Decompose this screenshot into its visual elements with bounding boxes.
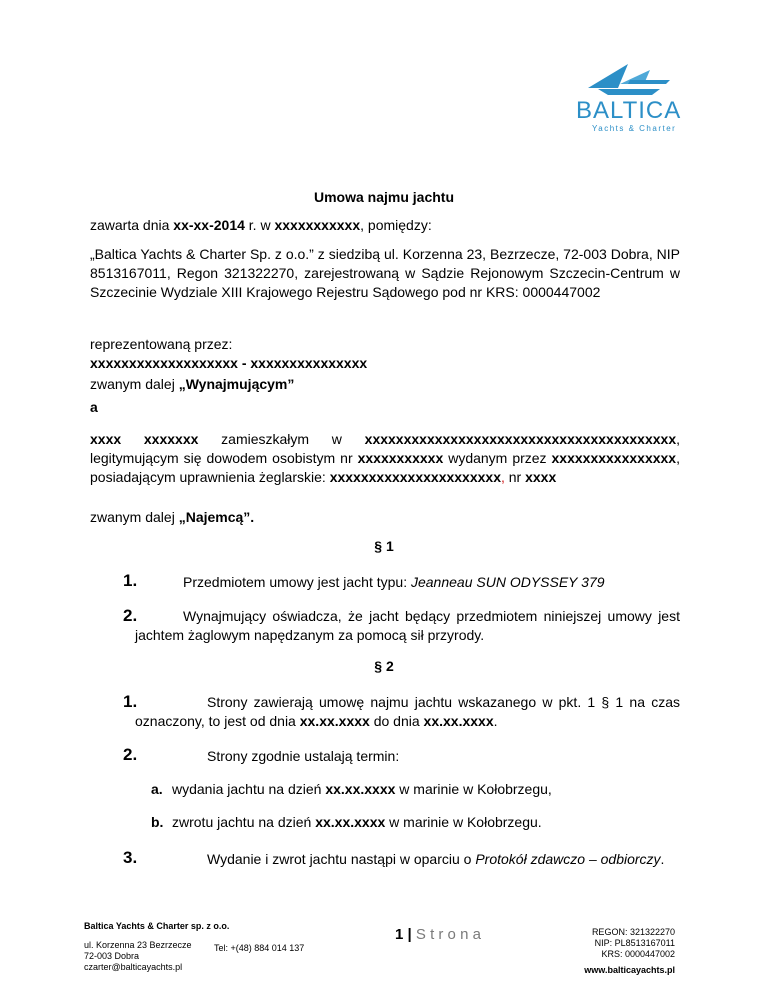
footer-phone: Tel: +(48) 884 014 137: [214, 943, 305, 953]
page-number: 1: [395, 926, 404, 943]
section-2-item-2b-label: b.: [151, 814, 164, 830]
section-2-item-1: Strony zawierają umowę najmu jachtu wskazanego w pkt. 1 § 1 na czas oznaczony, to jest od dnia xx.xx.xxxx do dnia xx.xx.xxxx.: [135, 694, 680, 729]
footer-address-line-1: ul. Korzenna 23 Bezrzecze: [84, 940, 192, 950]
tenant-called-line: zwanym dalej „Najemcą”.: [90, 509, 255, 525]
footer-krs: KRS: 0000447002: [601, 949, 675, 959]
section-2-item-3-number: 3.: [123, 848, 138, 867]
representation: [90, 335, 680, 373]
section-2-heading: § 2: [374, 658, 394, 674]
section-1-item-1-number: 1.: [123, 571, 138, 590]
tenant-role: „Najemcą”.: [178, 509, 255, 525]
section-2-item-2-number: 2.: [123, 745, 138, 764]
section-1-item-1: Przedmiotem umowy jest jacht typu: Jeanneau SUN ODYSSEY 379: [183, 574, 605, 590]
handover-date: xx.xx.xxxx: [325, 781, 396, 797]
logo-tagline: Yachts & Charter: [592, 124, 677, 133]
contract-date-line: zawarta dnia xx-xx-2014 r. w xxxxxxxxxxx, pomiędzy:: [90, 217, 432, 233]
yacht-type: Jeanneau SUN ODYSSEY 379: [410, 574, 605, 590]
and-conjunction: a: [90, 399, 98, 415]
section-1-item-2-number: 2.: [123, 606, 138, 625]
document-title: Umowa najmu jachtu: [313, 189, 455, 205]
company-paragraph: „Baltica Yachts & Charter Sp. z o.o.” z siedzibą ul. Korzenna 23, Bezrzecze, 72-003 Dobra, NIP 8513167011, Regon 321322270, zarejestrowaną w Sądzie Rejonowym Szczecin-Centrum w Szczecinie Wydziale XIII Krajowego Rejestru Sądowego pod nr KRS: 0000447002: [90, 246, 680, 300]
tenant-id-issuer: xxxxxxxxxxxxxxxx: [551, 450, 677, 466]
footer-registry: [560, 927, 675, 960]
return-date: xx.xx.xxxx: [315, 814, 386, 830]
tenant-license-nr: xxxx: [525, 469, 557, 485]
section-2-item-1-number: 1.: [123, 692, 138, 711]
tenant-paragraph: xxxx xxxxxxx zamieszkałym w xxxxxxxxxxxxxxxxxxxxxxxxxxxxxxxxxxxxxxxx, legitymującym się dowodem osobistym nr xxxxxxxxxxx wydanym przez xxxxxxxxxxxxxxxx, posiadającym uprawnienia żeglarskie: xxxxxxxxxxxxxxxxxxxxxx, nr xxxx: [90, 431, 680, 485]
contract-date: xx-xx-2014: [173, 217, 245, 233]
section-2-item-3: Wydanie i zwrot jachtu nastąpi w oparciu o Protokół zdawczo – odbiorczy.: [207, 851, 665, 867]
section-2-item-2a-label: a.: [151, 781, 163, 797]
tenant-address: xxxxxxxxxxxxxxxxxxxxxxxxxxxxxxxxxxxxxxxx: [364, 431, 677, 447]
footer-email: czarter@balticayachts.pl: [84, 962, 183, 972]
page-word: S t r o n a: [415, 926, 481, 943]
section-1-item-2: Wynajmujący oświadcza, że jacht będący przedmiotem niniejszej umowy jest jachtem żaglowym napędzanym za pomocą sił przyrody.: [135, 608, 680, 643]
rental-start-date: xx.xx.xxxx: [299, 713, 370, 729]
tenant-id: xxxxxxxxxxx: [357, 450, 444, 466]
tenant-license: xxxxxxxxxxxxxxxxxxxxxx: [329, 469, 501, 485]
footer-regon: REGON: 321322270: [591, 927, 675, 937]
footer-nip: NIP: PL8513167011: [594, 938, 675, 948]
logo-name: BALTICA: [576, 97, 682, 124]
section-1-heading: § 1: [374, 538, 394, 554]
contract-place: xxxxxxxxxxx: [274, 217, 361, 233]
section-2-item-2: Strony zgodnie ustalają termin:: [207, 748, 400, 764]
section-2-item-2b: zwrotu jachtu na dzień xx.xx.xxxx w marinie w Kołobrzegu.: [172, 814, 542, 830]
page-indicator: 1 | S t r o n a: [395, 926, 481, 943]
footer-company: Baltica Yachts & Charter sp. z o.o.: [84, 921, 230, 931]
company-logo: [570, 58, 680, 134]
footer-address-line-2: 72-003 Dobra: [84, 951, 140, 961]
section-2-item-2a: wydania jachtu na dzień xx.xx.xxxx w marinie w Kołobrzegu,: [172, 781, 552, 797]
tenant-name: xxxx xxxxxxx: [90, 431, 199, 447]
landlord-name: „Wynajmującym”: [178, 376, 295, 392]
protocol-name: Protokół zdawczo – odbiorczy: [475, 851, 661, 867]
footer-website[interactable]: www.balticayachts.pl: [584, 965, 675, 975]
rental-end-date: xx.xx.xxxx: [423, 713, 494, 729]
yacht-logo-icon: [570, 58, 680, 102]
footer-address: [84, 940, 192, 973]
representation-label: reprezentowaną przez:: [90, 336, 233, 352]
landlord-line: zwanym dalej „Wynajmującym”: [90, 376, 295, 392]
representation-value: xxxxxxxxxxxxxxxxxxx - xxxxxxxxxxxxxxx: [90, 355, 368, 371]
